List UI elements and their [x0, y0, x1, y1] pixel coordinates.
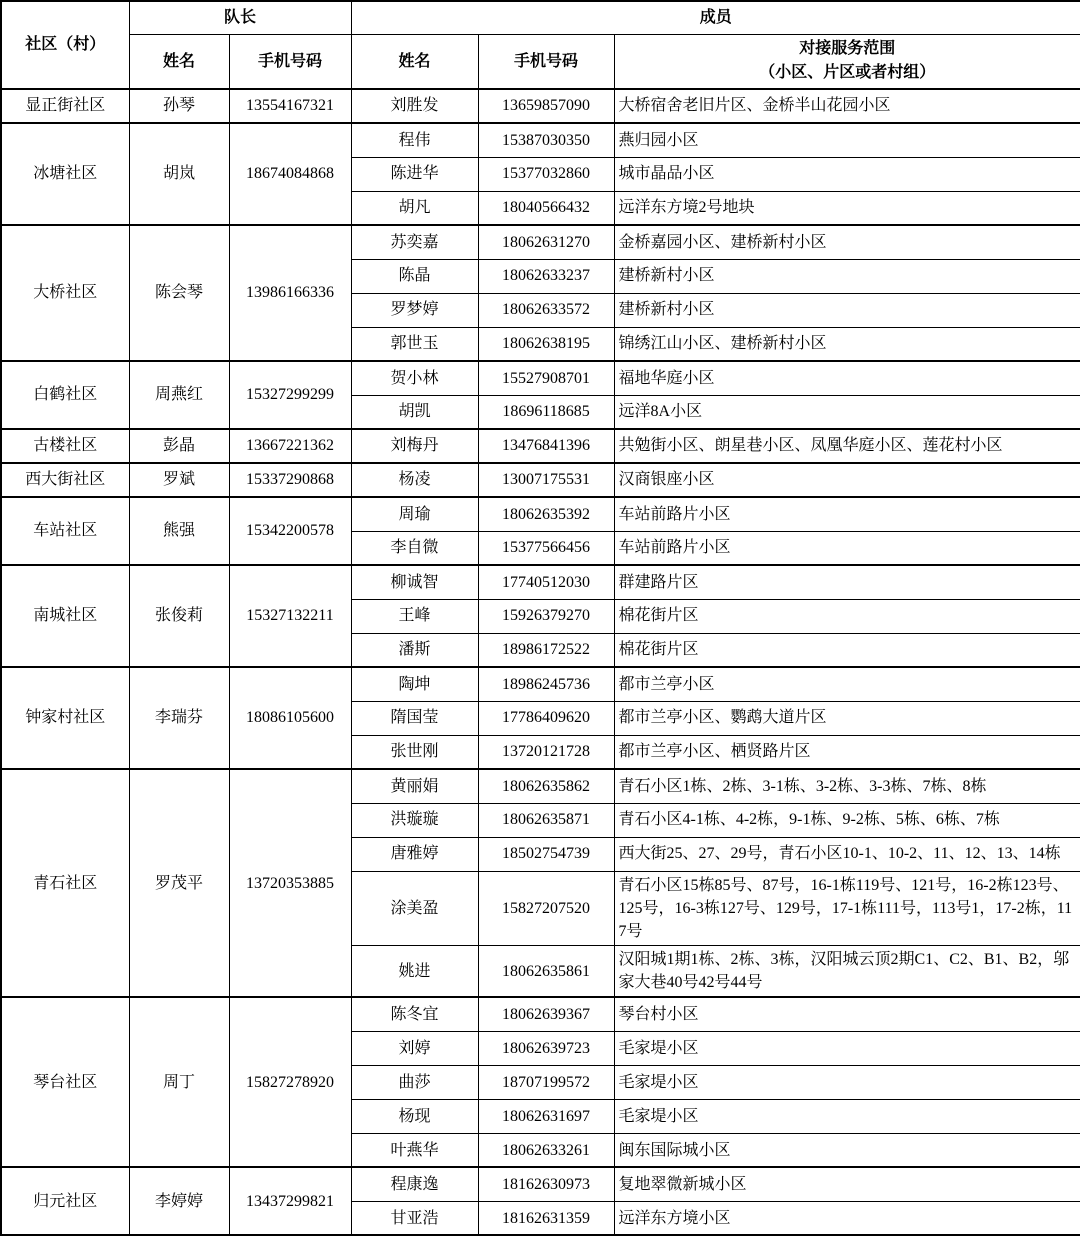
- member-phone-cell: 18062635862: [478, 769, 614, 803]
- table-row: [1, 997, 1080, 1031]
- leader-name-cell: 陈会琴: [129, 225, 229, 361]
- leader-phone-cell: 15342200578: [229, 497, 351, 565]
- member-scope-cell: 琴台村小区: [614, 997, 1080, 1031]
- member-scope-cell: 大桥宿舍老旧片区、金桥半山花园小区: [614, 89, 1080, 123]
- member-name-cell: 柳诚智: [351, 565, 478, 599]
- member-scope-cell: 都市兰亭小区、鹦鹉大道片区: [614, 701, 1080, 735]
- member-name-cell: 张世刚: [351, 735, 478, 769]
- leader-name-cell: 罗斌: [129, 463, 229, 497]
- leader-phone-cell: 13986166336: [229, 225, 351, 361]
- member-name-cell: 李自微: [351, 531, 478, 565]
- member-phone-cell: 13659857090: [478, 89, 614, 123]
- community-cell: 古楼社区: [1, 429, 129, 463]
- header-scope-line1: 对接服务范围: [799, 40, 896, 58]
- member-phone-cell: 18062633572: [478, 293, 614, 327]
- member-scope-cell: 建桥新村小区: [614, 259, 1080, 293]
- member-scope-cell: 车站前路片小区: [614, 497, 1080, 531]
- community-cell: 归元社区: [1, 1167, 129, 1235]
- member-phone-cell: 18502754739: [478, 837, 614, 871]
- table-row: [1, 769, 1080, 803]
- leader-phone-cell: 15337290868: [229, 463, 351, 497]
- member-phone-cell: 18707199572: [478, 1065, 614, 1099]
- member-phone-cell: 15377032860: [478, 157, 614, 191]
- leader-name-cell: 李瑞芬: [129, 667, 229, 769]
- table-header: [1, 1, 1080, 89]
- member-name-cell: 隋国莹: [351, 701, 478, 735]
- member-phone-cell: 17786409620: [478, 701, 614, 735]
- table-row: [1, 1167, 1080, 1201]
- member-scope-cell: 共勉街小区、朗星巷小区、凤凰华庭小区、莲花村小区: [614, 429, 1080, 463]
- community-cell: 显正街社区: [1, 89, 129, 123]
- leader-phone-cell: 15827278920: [229, 997, 351, 1167]
- member-scope-cell: 远洋东方境小区: [614, 1201, 1080, 1235]
- leader-phone-cell: 15327299299: [229, 361, 351, 429]
- member-name-cell: 陈晶: [351, 259, 478, 293]
- member-scope-cell: 棉花街片区: [614, 633, 1080, 667]
- leader-phone-cell: 13720353885: [229, 769, 351, 997]
- leader-phone-cell: 13667221362: [229, 429, 351, 463]
- member-scope-cell: 福地华庭小区: [614, 361, 1080, 395]
- member-name-cell: 王峰: [351, 599, 478, 633]
- table-row: [1, 225, 1080, 259]
- member-name-cell: 陈进华: [351, 157, 478, 191]
- leader-name-cell: 罗茂平: [129, 769, 229, 997]
- member-name-cell: 周瑜: [351, 497, 478, 531]
- member-name-cell: 郭世玉: [351, 327, 478, 361]
- table-row: [1, 361, 1080, 395]
- member-scope-cell: 车站前路片小区: [614, 531, 1080, 565]
- header-member-name: 姓名: [351, 34, 478, 89]
- community-cell: 冰塘社区: [1, 123, 129, 225]
- member-name-cell: 杨现: [351, 1099, 478, 1133]
- community-cell: 琴台社区: [1, 997, 129, 1167]
- member-phone-cell: 13007175531: [478, 463, 614, 497]
- member-phone-cell: 15827207520: [478, 871, 614, 946]
- community-cell: 青石社区: [1, 769, 129, 997]
- member-scope-cell: 闽东国际城小区: [614, 1133, 1080, 1167]
- header-leader-group: 队长: [129, 1, 351, 34]
- member-name-cell: 陶坤: [351, 667, 478, 701]
- member-phone-cell: 15527908701: [478, 361, 614, 395]
- member-name-cell: 洪璇璇: [351, 803, 478, 837]
- community-cell: 钟家村社区: [1, 667, 129, 769]
- member-phone-cell: 18062635392: [478, 497, 614, 531]
- member-phone-cell: 18986172522: [478, 633, 614, 667]
- member-scope-cell: 青石小区1栋、2栋、3-1栋、3-2栋、3-3栋、7栋、8栋: [614, 769, 1080, 803]
- leader-phone-cell: 13437299821: [229, 1167, 351, 1235]
- member-name-cell: 曲莎: [351, 1065, 478, 1099]
- member-name-cell: 黄丽娟: [351, 769, 478, 803]
- member-phone-cell: 18062633237: [478, 259, 614, 293]
- member-phone-cell: 13476841396: [478, 429, 614, 463]
- member-scope-cell: 汉阳城1期1栋、2栋、3栋，汉阳城云顶2期C1、C2、B1、B2，邬家大巷40号42号44号: [614, 946, 1080, 998]
- member-name-cell: 陈冬宜: [351, 997, 478, 1031]
- member-scope-cell: 毛家堤小区: [614, 1099, 1080, 1133]
- leader-name-cell: 熊强: [129, 497, 229, 565]
- member-phone-cell: 18162631359: [478, 1201, 614, 1235]
- member-phone-cell: 18062639723: [478, 1031, 614, 1065]
- header-leader-name: 姓名: [129, 34, 229, 89]
- member-name-cell: 杨凌: [351, 463, 478, 497]
- table-row: [1, 497, 1080, 531]
- leader-phone-cell: 18674084868: [229, 123, 351, 225]
- member-phone-cell: 18696118685: [478, 395, 614, 429]
- header-row-sub: [1, 34, 1080, 89]
- table-row: [1, 123, 1080, 157]
- member-name-cell: 罗梦婷: [351, 293, 478, 327]
- member-scope-cell: 毛家堤小区: [614, 1031, 1080, 1065]
- member-phone-cell: 18062631270: [478, 225, 614, 259]
- header-service-scope: [614, 34, 1080, 89]
- leader-name-cell: 周丁: [129, 997, 229, 1167]
- member-name-cell: 程康逸: [351, 1167, 478, 1201]
- table-row: [1, 463, 1080, 497]
- member-phone-cell: 17740512030: [478, 565, 614, 599]
- member-phone-cell: 15926379270: [478, 599, 614, 633]
- member-scope-cell: 毛家堤小区: [614, 1065, 1080, 1099]
- community-cell: 南城社区: [1, 565, 129, 667]
- member-name-cell: 程伟: [351, 123, 478, 157]
- member-name-cell: 甘亚浩: [351, 1201, 478, 1235]
- header-row-top: [1, 1, 1080, 34]
- member-scope-cell: 金桥嘉园小区、建桥新村小区: [614, 225, 1080, 259]
- member-phone-cell: 15377566456: [478, 531, 614, 565]
- table-row: [1, 429, 1080, 463]
- community-cell: 大桥社区: [1, 225, 129, 361]
- member-phone-cell: 18062635871: [478, 803, 614, 837]
- member-scope-cell: 都市兰亭小区: [614, 667, 1080, 701]
- leader-name-cell: 孙琴: [129, 89, 229, 123]
- member-scope-cell: 青石小区4-1栋、4-2栋，9-1栋、9-2栋、5栋、6栋、7栋: [614, 803, 1080, 837]
- member-phone-cell: 15387030350: [478, 123, 614, 157]
- member-scope-cell: 棉花街片区: [614, 599, 1080, 633]
- header-scope-line2: （小区、片区或者村组）: [759, 64, 936, 82]
- table-body: [1, 89, 1080, 1235]
- header-members-group: 成员: [351, 1, 1080, 34]
- member-scope-cell: 都市兰亭小区、栖贤路片区: [614, 735, 1080, 769]
- community-cell: 车站社区: [1, 497, 129, 565]
- member-scope-cell: 锦绣江山小区、建桥新村小区: [614, 327, 1080, 361]
- member-name-cell: 涂美盈: [351, 871, 478, 946]
- leader-name-cell: 李婷婷: [129, 1167, 229, 1235]
- member-scope-cell: 远洋东方境2号地块: [614, 191, 1080, 225]
- leader-phone-cell: 18086105600: [229, 667, 351, 769]
- member-phone-cell: 18040566432: [478, 191, 614, 225]
- member-phone-cell: 18062638195: [478, 327, 614, 361]
- header-member-phone: 手机号码: [478, 34, 614, 89]
- member-scope-cell: 复地翠微新城小区: [614, 1167, 1080, 1201]
- member-scope-cell: 燕归园小区: [614, 123, 1080, 157]
- member-phone-cell: 18062631697: [478, 1099, 614, 1133]
- member-phone-cell: 18162630973: [478, 1167, 614, 1201]
- member-name-cell: 唐雅婷: [351, 837, 478, 871]
- member-phone-cell: 13720121728: [478, 735, 614, 769]
- leader-name-cell: 张俊莉: [129, 565, 229, 667]
- member-phone-cell: 18062635861: [478, 946, 614, 998]
- member-scope-cell: 汉商银座小区: [614, 463, 1080, 497]
- member-name-cell: 刘婷: [351, 1031, 478, 1065]
- member-scope-cell: 群建路片区: [614, 565, 1080, 599]
- leader-name-cell: 彭晶: [129, 429, 229, 463]
- member-scope-cell: 建桥新村小区: [614, 293, 1080, 327]
- member-name-cell: 胡凡: [351, 191, 478, 225]
- member-name-cell: 姚进: [351, 946, 478, 998]
- member-name-cell: 贺小林: [351, 361, 478, 395]
- member-scope-cell: 城市晶品小区: [614, 157, 1080, 191]
- member-scope-cell: 青石小区15栋85号、87号，16-1栋119号、121号，16-2栋123号、125号，16-3栋127号、129号，17-1栋111号，113号1，17-2栋，117号: [614, 871, 1080, 946]
- member-phone-cell: 18986245736: [478, 667, 614, 701]
- table-row: [1, 89, 1080, 123]
- member-scope-cell: 西大街25、27、29号，青石小区10-1、10-2、11、12、13、14栋: [614, 837, 1080, 871]
- member-name-cell: 叶燕华: [351, 1133, 478, 1167]
- member-name-cell: 胡凯: [351, 395, 478, 429]
- member-scope-cell: 远洋8A小区: [614, 395, 1080, 429]
- member-name-cell: 潘斯: [351, 633, 478, 667]
- community-cell: 西大街社区: [1, 463, 129, 497]
- member-phone-cell: 18062639367: [478, 997, 614, 1031]
- leader-phone-cell: 15327132211: [229, 565, 351, 667]
- table-row: [1, 667, 1080, 701]
- community-cell: 白鹤社区: [1, 361, 129, 429]
- member-name-cell: 刘胜发: [351, 89, 478, 123]
- member-name-cell: 刘梅丹: [351, 429, 478, 463]
- header-community: 社区（村）: [1, 1, 129, 89]
- header-leader-phone: 手机号码: [229, 34, 351, 89]
- member-name-cell: 苏奕嘉: [351, 225, 478, 259]
- leader-name-cell: 胡岚: [129, 123, 229, 225]
- table-row: [1, 565, 1080, 599]
- leader-phone-cell: 13554167321: [229, 89, 351, 123]
- leader-name-cell: 周燕红: [129, 361, 229, 429]
- member-phone-cell: 18062633261: [478, 1133, 614, 1167]
